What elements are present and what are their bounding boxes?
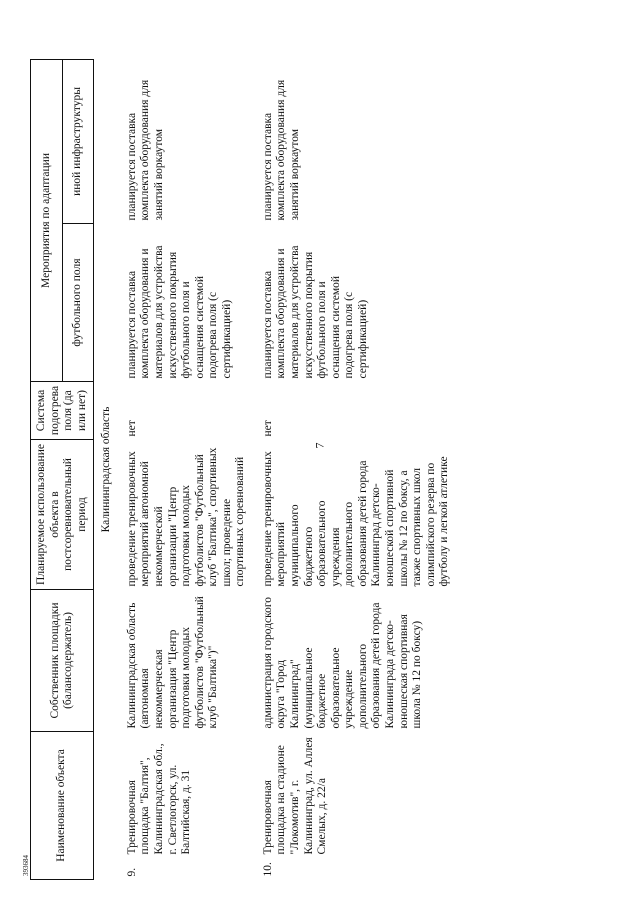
header-planned-use: Планируемое использование объекта в постсоревновательный период bbox=[31, 440, 94, 590]
row-heating: нет bbox=[261, 420, 274, 437]
adaptation-table bbox=[30, 59, 454, 880]
row-number: 10. bbox=[261, 862, 274, 877]
page-number-text: 7 bbox=[312, 442, 327, 449]
row-other-infra: планируется поставка комплекта оборудования для занятий воркаутом bbox=[125, 79, 165, 221]
header-heating: Система подогрева поля (да или нет) bbox=[31, 382, 94, 440]
row-planned-use: проведение тренировочных мероприятий муниципального бюджетного образовательного учреждения дополнительного образования детей города Калининград детско-юношеской спортивной школы № 12 по боксу, а также спортивных школ олимпийского резерва по футболу и легкой атлетике bbox=[261, 451, 451, 587]
table-row bbox=[124, 59, 250, 879]
row-name-cell bbox=[124, 732, 250, 880]
rotated-table-container bbox=[30, 20, 630, 880]
row-football-field: планируется поставка комплекта оборудования и материалов для устройства искусственного покрытия футбольного поля и оснащения системой подогрева поля (с сертификацией) bbox=[125, 245, 233, 379]
row-name: Тренировочная площадка "Балтия", Калининградская обл., г. Светлогорск, ул. Балтийская, д. 31 bbox=[125, 743, 193, 855]
row-other-infra: планируется поставка комплекта оборудования для занятий воркаутом bbox=[261, 79, 301, 221]
row-owner: администрация городского округа "Город Калининград" (муниципальное бюджетное образовательное учреждение дополнительного образования детей города Калининграда детско-юношеская спортивная школа № 12 по боксу) bbox=[261, 596, 424, 729]
header-adaptation-group: Мероприятия по адаптации bbox=[31, 59, 63, 381]
header-name: Наименование объекта bbox=[31, 732, 94, 880]
header-other-infra: иной инфраструктуры bbox=[62, 59, 94, 223]
header-owner: Собственник площадки (балансодержатель) bbox=[31, 590, 94, 732]
region-heading: Калининградская область bbox=[100, 406, 113, 533]
row-planned-use: проведение тренировочных мероприятий автономной некоммерческой организации "Центр подготовки молодых футболистов "Футбольный клуб "Балтика", спортивных школ; проведение спортивных соревнований bbox=[125, 447, 247, 587]
row-name: Тренировочная площадка на стадионе "Локомотив", г. Калининград, ул. Аллея Смелых, д. 22/а bbox=[261, 737, 329, 855]
row-owner: Калининградская область (автономная некоммерческая организация "Центр подготовки молодых футболистов "Футбольный клуб "Балтика")" bbox=[125, 596, 220, 729]
document-code: 393684 bbox=[22, 855, 30, 876]
header-football-field: футбольного поля bbox=[62, 224, 94, 382]
row-football-field: планируется поставка комплекта оборудования и материалов для устройства искусственного покрытия футбольного поля и оснащения системой подогрева поля (с сертификацией) bbox=[261, 245, 369, 379]
row-name-cell bbox=[250, 732, 454, 880]
row-number: 9. bbox=[125, 867, 138, 877]
row-heating: нет bbox=[125, 420, 138, 437]
table-row bbox=[250, 59, 454, 879]
